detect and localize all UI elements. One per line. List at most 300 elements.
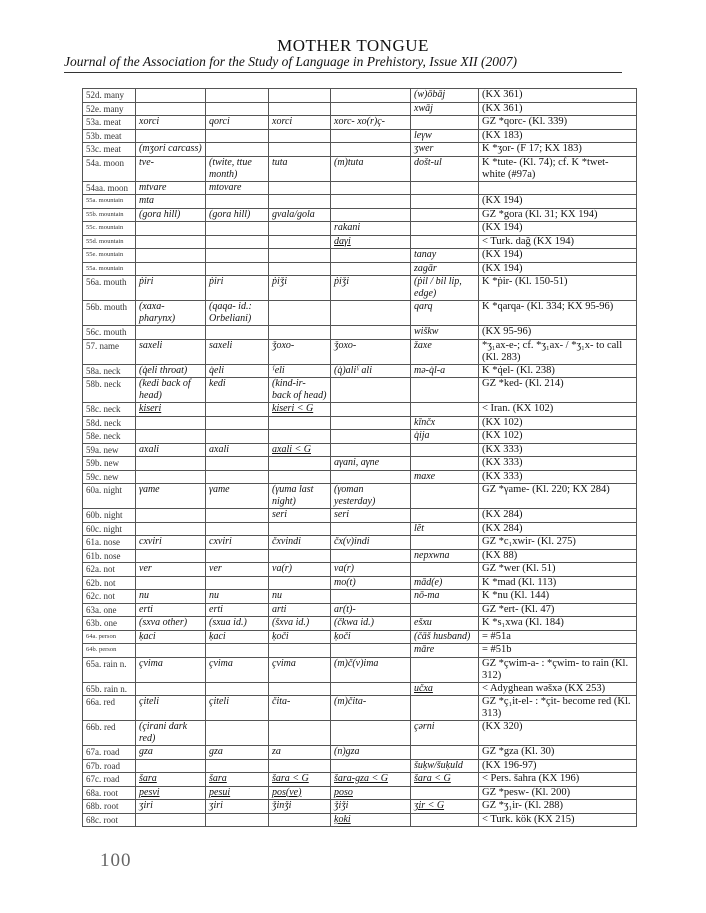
- form-text: (n)gza: [334, 746, 360, 757]
- reference-cell: (KX 284): [479, 522, 637, 536]
- form-text: q̇ija: [414, 430, 430, 441]
- form-text: ver: [209, 563, 222, 574]
- form-cell: [331, 590, 411, 604]
- form-cell: [269, 549, 331, 563]
- form-cell: [136, 129, 206, 143]
- reference-cell: (KX 333): [479, 470, 637, 484]
- form-cell: [136, 644, 206, 658]
- row-label: 53c. meat: [83, 143, 136, 157]
- table-row: [83, 563, 637, 577]
- table-row: [83, 403, 637, 417]
- row-label: 55b. mountain: [83, 208, 136, 222]
- form-cell: [331, 403, 411, 417]
- row-label: 53a. meat: [83, 116, 136, 130]
- form-cell: [269, 129, 331, 143]
- form-cell: [269, 89, 331, 103]
- form-cell: [136, 813, 206, 827]
- form-cell: [136, 484, 206, 509]
- form-cell: [269, 657, 331, 682]
- form-cell: [411, 470, 479, 484]
- form-cell: [206, 89, 269, 103]
- form-text: ǯinǯi: [272, 800, 292, 811]
- form-text: mə-q̇l-a: [414, 364, 446, 376]
- form-cell: [331, 509, 411, 523]
- form-cell: [411, 443, 479, 457]
- form-cell: [331, 682, 411, 696]
- form-text: šara-gza < G: [334, 773, 388, 784]
- form-text: cxviri: [209, 536, 232, 547]
- form-cell: [206, 682, 269, 696]
- form-text: arti: [272, 603, 287, 615]
- form-cell: [331, 644, 411, 658]
- reference-cell: GZ *çwim-a- : *çwim- to rain (Kl. 312): [479, 657, 637, 682]
- form-cell: [411, 339, 479, 364]
- form-text: (gora hill): [139, 208, 181, 220]
- form-text: pos(ve): [272, 786, 302, 798]
- row-label: 66a. red: [83, 696, 136, 721]
- form-text: gza: [139, 746, 153, 757]
- form-cell: [269, 696, 331, 721]
- form-cell: [411, 813, 479, 827]
- row-label: 61a. nose: [83, 536, 136, 550]
- form-cell: [269, 590, 331, 604]
- row-label: 64a. person: [83, 630, 136, 644]
- table-row: [83, 89, 637, 103]
- form-cell: [269, 484, 331, 509]
- reference-cell: (KX 361): [479, 102, 637, 116]
- form-cell: [411, 222, 479, 236]
- form-cell: [136, 249, 206, 263]
- form-text: xorc- xo(r)ç-: [334, 116, 385, 127]
- row-label: 55c. mountain: [83, 222, 136, 236]
- form-text: seri: [334, 509, 349, 520]
- form-cell: [206, 116, 269, 130]
- form-cell: [136, 235, 206, 249]
- row-label: 55a. mountain: [83, 195, 136, 209]
- table-row: [83, 443, 637, 457]
- form-cell: [411, 630, 479, 644]
- form-cell: [411, 326, 479, 340]
- form-cell: [269, 759, 331, 773]
- form-text: (kedi back of head): [139, 378, 191, 401]
- form-text: učxa: [414, 682, 433, 694]
- form-cell: [206, 549, 269, 563]
- form-cell: [411, 590, 479, 604]
- form-text: (q̇eli throat): [139, 364, 188, 376]
- form-text: (m)tuta: [334, 156, 364, 168]
- reference-cell: K *ṗir- (Kl. 150-51): [479, 276, 637, 301]
- row-label: 65a. rain n.: [83, 657, 136, 682]
- table-row: [83, 484, 637, 509]
- form-cell: [136, 102, 206, 116]
- form-cell: [269, 603, 331, 617]
- form-cell: [411, 536, 479, 550]
- table-row: [83, 208, 637, 222]
- reference-cell: GZ *gora (Kl. 31; KX 194): [479, 208, 637, 222]
- form-text: (čāš husband): [414, 630, 471, 642]
- reference-cell: K *q̇el- (Kl. 238): [479, 364, 637, 378]
- form-text: q̇eli: [209, 364, 224, 376]
- form-cell: [411, 509, 479, 523]
- form-cell: [331, 522, 411, 536]
- reference-cell: K *tute- (Kl. 74); cf. K *twet- white (#97a): [479, 156, 637, 181]
- form-cell: [411, 208, 479, 222]
- row-label: 65b. rain n.: [83, 682, 136, 696]
- table-row: [83, 339, 637, 364]
- form-cell: [411, 800, 479, 814]
- row-label: 56a. mouth: [83, 276, 136, 301]
- table-row: [83, 509, 637, 523]
- form-cell: [136, 549, 206, 563]
- form-text: mād(e): [414, 576, 443, 588]
- form-cell: [331, 800, 411, 814]
- form-cell: [136, 89, 206, 103]
- form-cell: [136, 617, 206, 631]
- form-cell: [269, 509, 331, 523]
- form-cell: [331, 262, 411, 276]
- form-text: nu: [272, 590, 282, 601]
- form-text: ḳaci: [209, 630, 226, 642]
- form-cell: [411, 195, 479, 209]
- form-text: nō-ma: [414, 590, 440, 601]
- form-cell: [411, 249, 479, 263]
- form-cell: [136, 403, 206, 417]
- form-cell: [331, 443, 411, 457]
- form-cell: [136, 156, 206, 181]
- form-cell: [206, 378, 269, 403]
- row-label: 68b. root: [83, 800, 136, 814]
- form-cell: [136, 576, 206, 590]
- row-label: 59c. new: [83, 470, 136, 484]
- form-cell: [269, 143, 331, 157]
- table-row: [83, 590, 637, 604]
- form-text: (sxva other): [139, 617, 188, 628]
- row-label: 59a. new: [83, 443, 136, 457]
- form-cell: [331, 617, 411, 631]
- row-label: 67b. road: [83, 759, 136, 773]
- reference-cell: (KX 194): [479, 195, 637, 209]
- form-text: kiseri < G: [272, 403, 314, 414]
- form-cell: [331, 457, 411, 471]
- form-text: čxvindi: [272, 536, 301, 547]
- table-row: [83, 222, 637, 236]
- form-cell: [206, 773, 269, 787]
- form-cell: [331, 721, 411, 746]
- reference-cell: (KX 102): [479, 416, 637, 430]
- form-text: (çirani dark red): [139, 721, 188, 744]
- form-cell: [269, 116, 331, 130]
- form-cell: [411, 301, 479, 326]
- form-cell: [269, 235, 331, 249]
- form-cell: [206, 339, 269, 364]
- form-text: čita-: [272, 696, 291, 707]
- reference-cell: K *qarqa- (Kl. 334; KX 95-96): [479, 301, 637, 326]
- reference-cell: (KX 194): [479, 249, 637, 263]
- form-text: (sxua id.): [209, 617, 247, 628]
- form-text: (twite, ttue month): [209, 156, 252, 180]
- table-row: [83, 276, 637, 301]
- form-text: çiteli: [209, 696, 229, 707]
- reference-cell: (KX 361): [479, 89, 637, 103]
- row-label: 66b. red: [83, 721, 136, 746]
- form-text: erti: [209, 603, 223, 615]
- row-label: 59b. new: [83, 457, 136, 471]
- form-cell: [331, 576, 411, 590]
- form-cell: [411, 644, 479, 658]
- reference-cell: GZ *ʒ₁ir- (Kl. 288): [479, 800, 637, 814]
- form-text: žaxe: [414, 339, 432, 351]
- reference-cell: GZ *qorc- (Kl. 339): [479, 116, 637, 130]
- form-cell: [136, 786, 206, 800]
- row-label: 68a. root: [83, 786, 136, 800]
- form-cell: [269, 339, 331, 364]
- form-cell: [331, 129, 411, 143]
- row-label: 52d. many: [83, 89, 136, 103]
- form-cell: [206, 746, 269, 760]
- form-text: kiseri: [139, 403, 162, 414]
- form-cell: [269, 102, 331, 116]
- reference-cell: [479, 181, 637, 195]
- form-text: mtvare: [139, 181, 167, 193]
- form-text: qarq: [414, 301, 433, 312]
- form-cell: [136, 339, 206, 364]
- form-cell: [269, 746, 331, 760]
- form-cell: [136, 590, 206, 604]
- row-label: 60a. night: [83, 484, 136, 509]
- reference-cell: K *nu (Kl. 144): [479, 590, 637, 604]
- reference-cell: (KX 194): [479, 262, 637, 276]
- form-cell: [269, 208, 331, 222]
- form-cell: [136, 416, 206, 430]
- form-cell: [269, 630, 331, 644]
- form-cell: [331, 563, 411, 577]
- form-text: leγw: [414, 129, 432, 141]
- form-text: ḳoki: [334, 813, 351, 825]
- form-text: (gora hill): [209, 208, 251, 220]
- form-text: axali: [139, 443, 159, 455]
- form-cell: [331, 786, 411, 800]
- form-text: šara < G: [414, 773, 451, 784]
- form-text: ʒwer: [414, 143, 434, 154]
- form-text: tuta: [272, 156, 288, 168]
- form-cell: [136, 443, 206, 457]
- form-cell: [331, 235, 411, 249]
- form-cell: [411, 773, 479, 787]
- form-cell: [206, 576, 269, 590]
- form-cell: [206, 630, 269, 644]
- form-cell: [269, 617, 331, 631]
- form-cell: [206, 326, 269, 340]
- form-text: šara: [139, 773, 157, 784]
- form-text: lĕt: [414, 522, 424, 534]
- form-cell: [206, 235, 269, 249]
- form-text: šara < G: [272, 773, 309, 784]
- table-row: [83, 301, 637, 326]
- form-cell: [331, 301, 411, 326]
- reference-cell: K *ʒor- (F 17; KX 183): [479, 143, 637, 157]
- row-label: 63b. one: [83, 617, 136, 631]
- form-cell: [136, 181, 206, 195]
- form-text: nepxwna: [414, 549, 450, 561]
- form-cell: [411, 129, 479, 143]
- table-row: [83, 326, 637, 340]
- reference-cell: GZ *pesw- (Kl. 200): [479, 786, 637, 800]
- row-label: 62a. not: [83, 563, 136, 577]
- row-label: 55e. mountain: [83, 249, 136, 263]
- reference-cell: < Adyghean wəšxə (KX 253): [479, 682, 637, 696]
- form-text: (kind-ir- back of head): [272, 378, 327, 401]
- reference-cell: (KX 284): [479, 509, 637, 523]
- row-label: 67a. road: [83, 746, 136, 760]
- form-cell: [136, 746, 206, 760]
- form-text: erti: [139, 603, 153, 615]
- form-cell: [206, 430, 269, 444]
- table-row: [83, 721, 637, 746]
- form-cell: [206, 696, 269, 721]
- form-text: xwāj: [414, 102, 433, 114]
- form-text: nu: [209, 590, 219, 601]
- row-label: 67c. road: [83, 773, 136, 787]
- form-text: ar(t)-: [334, 603, 356, 615]
- form-cell: [269, 644, 331, 658]
- reference-cell: (KX 102): [479, 430, 637, 444]
- form-cell: [136, 195, 206, 209]
- table-row: [83, 156, 637, 181]
- form-cell: [206, 536, 269, 550]
- form-cell: [269, 222, 331, 236]
- form-cell: [136, 262, 206, 276]
- form-cell: [136, 657, 206, 682]
- form-cell: [411, 484, 479, 509]
- form-cell: [269, 773, 331, 787]
- form-text: mo(t): [334, 576, 356, 588]
- reference-cell: = #51a: [479, 630, 637, 644]
- form-cell: [331, 326, 411, 340]
- form-cell: [269, 416, 331, 430]
- form-cell: [331, 536, 411, 550]
- table-row: [83, 682, 637, 696]
- form-cell: [411, 262, 479, 276]
- form-cell: [411, 786, 479, 800]
- form-text: ʒir < G: [414, 800, 445, 811]
- table-row: [83, 378, 637, 403]
- row-label: 56c. mouth: [83, 326, 136, 340]
- form-cell: [136, 563, 206, 577]
- form-cell: [136, 301, 206, 326]
- form-cell: [269, 364, 331, 378]
- form-text: ešxu: [414, 617, 432, 628]
- reference-cell: < Turk. kök (KX 215): [479, 813, 637, 827]
- form-cell: [269, 563, 331, 577]
- form-text: ḳoči: [334, 630, 351, 642]
- table-row: [83, 696, 637, 721]
- row-label: 53b. meat: [83, 129, 136, 143]
- form-cell: [206, 156, 269, 181]
- form-cell: [136, 773, 206, 787]
- reference-cell: K *mad (Kl. 113): [479, 576, 637, 590]
- form-text: seri: [272, 509, 287, 520]
- table-row: [83, 617, 637, 631]
- form-text: çərni: [414, 721, 435, 732]
- form-cell: [331, 156, 411, 181]
- form-cell: [136, 222, 206, 236]
- form-cell: [206, 262, 269, 276]
- reference-cell: GZ *c₁xwir- (Kl. 275): [479, 536, 637, 550]
- row-label: 58e. neck: [83, 430, 136, 444]
- journal-title: MOTHER TONGUE: [277, 36, 429, 55]
- form-cell: [136, 522, 206, 536]
- form-text: māre: [414, 644, 435, 655]
- form-cell: [411, 657, 479, 682]
- form-cell: [411, 617, 479, 631]
- form-cell: [411, 364, 479, 378]
- form-text: çvima: [139, 657, 163, 669]
- reference-cell: GZ *ç₁it-el- : *çit- become red (Kl. 313): [479, 696, 637, 721]
- form-text: ǯoxo-: [334, 339, 357, 351]
- form-text: poso: [334, 786, 353, 798]
- table-row: [83, 470, 637, 484]
- row-label: 56b. mouth: [83, 301, 136, 326]
- reference-cell: (KX 194): [479, 222, 637, 236]
- row-label: 58d. neck: [83, 416, 136, 430]
- form-cell: [411, 89, 479, 103]
- table-row: [83, 522, 637, 536]
- form-cell: [331, 773, 411, 787]
- form-text: rakani: [334, 222, 361, 233]
- reference-cell: *ʒ₁ax-e-; cf. *ʒ₁ax- / *ʒ₁x- to call (Kl. 283): [479, 339, 637, 364]
- reference-cell: GZ *ert- (Kl. 47): [479, 603, 637, 617]
- form-text: ḳoči: [272, 630, 289, 642]
- form-cell: [411, 403, 479, 417]
- form-cell: [411, 522, 479, 536]
- form-text: (ṗil / bil lip, edge): [414, 276, 462, 299]
- form-cell: [206, 181, 269, 195]
- form-text: ʒiri: [139, 800, 153, 811]
- page-number: 100: [100, 850, 132, 871]
- form-text: va(r): [334, 563, 354, 574]
- table-row: [83, 102, 637, 116]
- form-cell: [269, 721, 331, 746]
- table-row: [83, 813, 637, 827]
- form-text: axali < G: [272, 443, 311, 455]
- form-cell: [206, 800, 269, 814]
- form-cell: [206, 484, 269, 509]
- form-cell: [269, 457, 331, 471]
- reference-cell: (KX 196-97): [479, 759, 637, 773]
- form-cell: [136, 326, 206, 340]
- form-cell: [206, 301, 269, 326]
- form-cell: [411, 276, 479, 301]
- form-cell: [136, 457, 206, 471]
- form-text: šara: [209, 773, 227, 784]
- form-cell: [269, 443, 331, 457]
- form-cell: [269, 430, 331, 444]
- table-row: [83, 549, 637, 563]
- form-cell: [411, 235, 479, 249]
- form-cell: [206, 470, 269, 484]
- form-cell: [269, 813, 331, 827]
- table-row: [83, 536, 637, 550]
- table-row: [83, 457, 637, 471]
- row-label: 68c. root: [83, 813, 136, 827]
- form-cell: [136, 430, 206, 444]
- form-cell: [411, 181, 479, 195]
- reference-cell: = #51b: [479, 644, 637, 658]
- form-cell: [331, 364, 411, 378]
- row-label: 52e. many: [83, 102, 136, 116]
- form-cell: [269, 576, 331, 590]
- row-label: 54aa. moon: [83, 181, 136, 195]
